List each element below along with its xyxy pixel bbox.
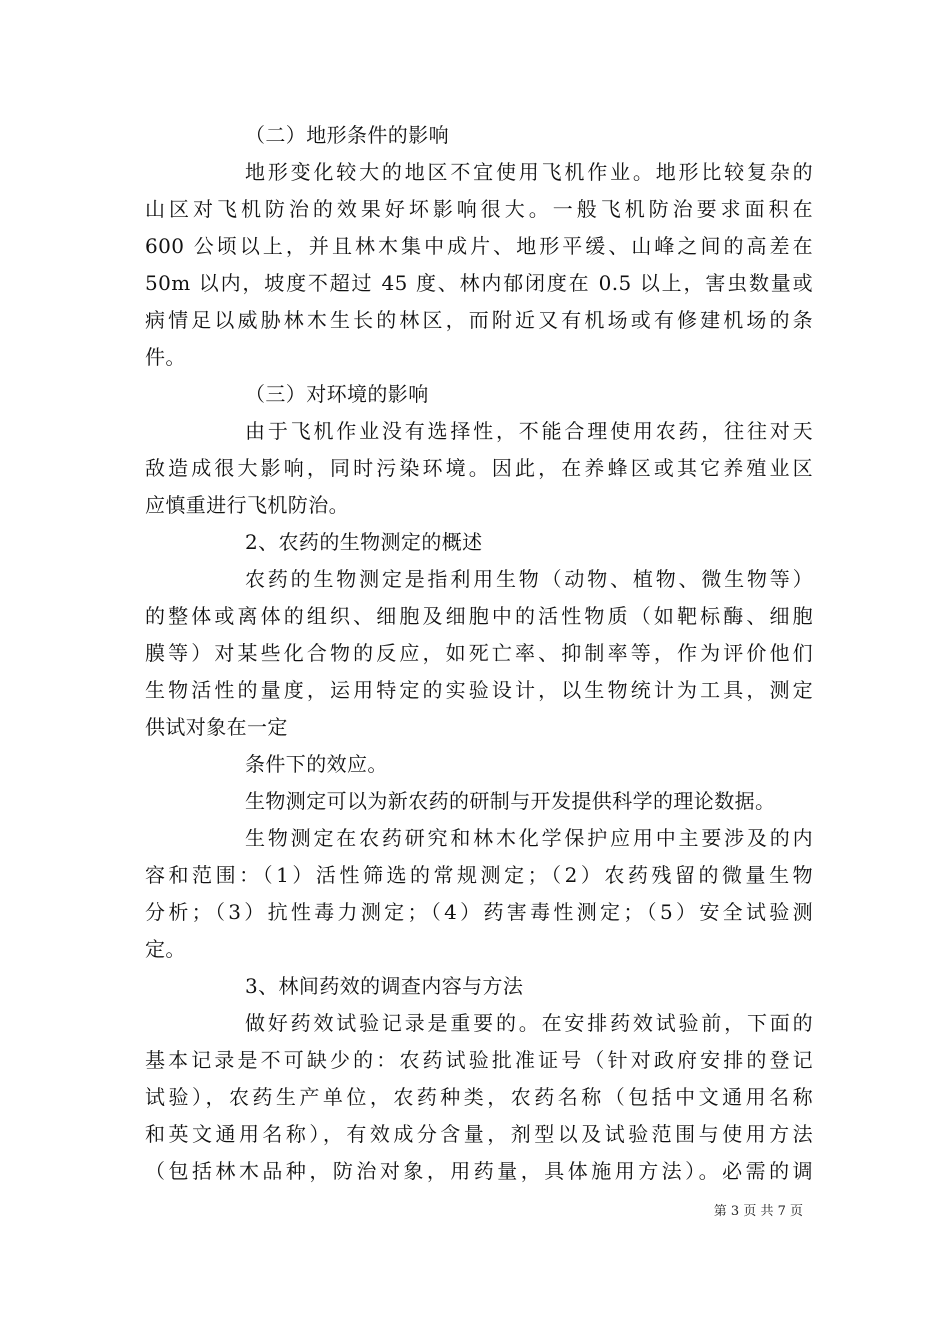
text-line: 病情足以威胁林木生长的林区，而附近又有机场或有修建机场的条 [145, 308, 813, 332]
text-line: 地形变化较大的地区不宜使用飞机作业。地形比较复杂的 [245, 160, 813, 184]
text-line: 生物测定在农药研究和林木化学保护应用中主要涉及的内 [245, 826, 813, 850]
text-line: 做好药效试验记录是重要的。在安排药效试验前，下面的 [245, 1011, 813, 1035]
text-line: 基本记录是不可缺少的：农药试验批准证号（针对政府安排的登记 [145, 1048, 813, 1072]
text-line: 分析；（3）抗性毒力测定；（4）药害毒性测定；（5）安全试验测 [145, 900, 813, 924]
text-line: 和英文通用名称），有效成分含量，剂型以及试验范围与使用方法 [145, 1122, 813, 1146]
text-line: 膜等）对某些化合物的反应，如死亡率、抑制率等，作为评价他们 [145, 641, 813, 665]
text-line: 应慎重进行飞机防治。 [145, 493, 349, 517]
text-line: 敌造成很大影响，同时污染环境。因此，在养蜂区或其它养殖业区 [145, 456, 813, 480]
text-line: 3、林间药效的调查内容与方法 [245, 974, 524, 998]
text-line: 条件下的效应。 [245, 752, 388, 776]
text-line: 农药的生物测定是指利用生物（动物、植物、微生物等） [245, 567, 813, 591]
text-line: 试验），农药生产单位，农药种类，农药名称（包括中文通用名称 [145, 1085, 813, 1109]
text-line: 生物测定可以为新农药的研制与开发提供科学的理论数据。 [245, 789, 776, 813]
text-line: 件。 [145, 345, 186, 369]
text-line: 容和范围：（1）活性筛选的常规测定；（2）农药残留的微量生物 [145, 863, 813, 887]
document-body [145, 117, 813, 1190]
text-line: 定。 [145, 937, 186, 961]
text-line: 生物活性的量度，运用特定的实验设计，以生物统计为工具，测定 [145, 678, 813, 702]
text-line: 山区对飞机防治的效果好坏影响很大。一般飞机防治要求面积在 [145, 197, 813, 221]
text-line: （二）地形条件的影响 [245, 123, 449, 147]
text-line: 50m 以内，坡度不超过 45 度、林内郁闭度在 0.5 以上，害虫数量或 [145, 271, 813, 295]
text-line: 由于飞机作业没有选择性，不能合理使用农药，往往对天 [245, 419, 813, 443]
page-footer: 第 3 页 共 7 页 [713, 1204, 803, 1219]
text-line: 2、农药的生物测定的概述 [245, 530, 483, 554]
text-line: 600 公顷以上，并且林木集中成片、地形平缓、山峰之间的高差在 [145, 234, 813, 258]
text-line: （三）对环境的影响 [245, 382, 429, 406]
text-line: 供试对象在一定 [145, 715, 288, 739]
text-line: 的整体或离体的组织、细胞及细胞中的活性物质（如靶标酶、细胞 [145, 604, 813, 628]
text-line: （包括林木品种，防治对象，用药量，具体施用方法）。必需的调 [145, 1159, 813, 1183]
